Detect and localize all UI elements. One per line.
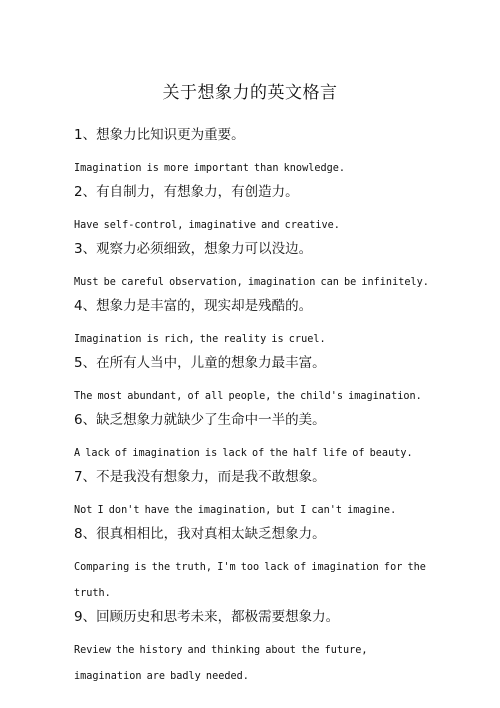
quote-english-3: Must be careful observation, imagination can be infinitely. bbox=[74, 277, 429, 288]
quote-english-6: A lack of imagination is lack of the half life of beauty. bbox=[74, 448, 413, 459]
quote-item-4 bbox=[74, 296, 434, 353]
quote-chinese-4: 4、想象力是丰富的，现实却是残酷的。 bbox=[74, 298, 313, 314]
quote-english-2: Have self-control, imaginative and creative. bbox=[74, 220, 340, 231]
quote-item-9 bbox=[74, 607, 434, 690]
quote-item-8 bbox=[74, 524, 434, 607]
quote-english-8: Comparing is the truth, I'm too lack of imagination for the truth. bbox=[74, 562, 426, 599]
quote-item-3 bbox=[74, 239, 434, 296]
quote-chinese-1: 1、想象力比知识更为重要。 bbox=[74, 127, 245, 143]
quote-chinese-8: 8、很真相相比，我对真相太缺乏想象力。 bbox=[74, 526, 326, 542]
quote-english-1: Imagination is more important than knowledge. bbox=[74, 163, 346, 174]
quote-list bbox=[74, 124, 434, 690]
quote-item-6 bbox=[74, 410, 434, 467]
quote-item-2 bbox=[74, 182, 434, 239]
quote-chinese-3: 3、观察力必须细致，想象力可以没边。 bbox=[74, 241, 313, 257]
quote-english-7: Not I don't have the imagination, but I can't imagine. bbox=[74, 505, 397, 516]
quote-chinese-6: 6、缺乏想象力就缺少了生命中一半的美。 bbox=[74, 412, 326, 428]
quote-item-5 bbox=[74, 353, 434, 410]
quote-item-7 bbox=[74, 467, 434, 524]
quote-chinese-2: 2、有自制力，有想象力，有创造力。 bbox=[74, 184, 299, 200]
quote-english-5: The most abundant, of all people, the child's imagination. bbox=[74, 391, 422, 402]
page-title: 关于想象力的英文格言 bbox=[162, 83, 338, 103]
quote-item-1 bbox=[74, 125, 434, 182]
quote-chinese-7: 7、不是我没有想象力，而是我不敢想象。 bbox=[74, 469, 326, 485]
quote-chinese-5: 5、在所有人当中，儿童的想象力最丰富。 bbox=[74, 355, 326, 371]
quote-english-9: Review the history and thinking about the future, imagination are badly needed. bbox=[74, 645, 368, 682]
quote-english-4: Imagination is rich, the reality is cruel. bbox=[74, 334, 326, 345]
quote-chinese-9: 9、回顾历史和思考未来，都极需要想象力。 bbox=[74, 609, 340, 625]
